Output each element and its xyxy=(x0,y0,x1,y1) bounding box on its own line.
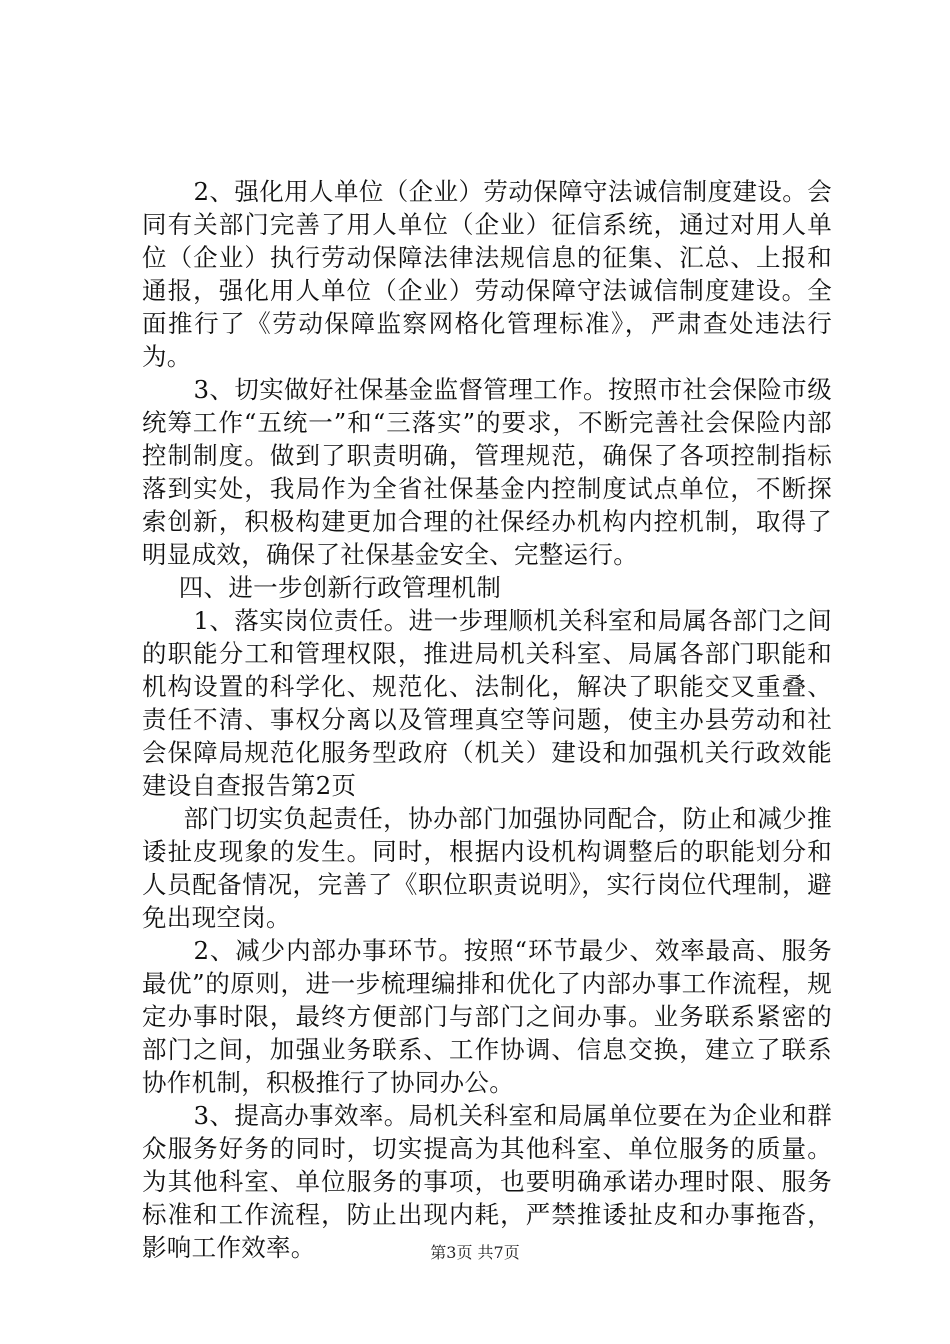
section-heading: 四、进一步创新行政管理机制 xyxy=(178,573,502,602)
paragraph-legal-credit: 2、强化用人单位（企业）劳动保障守法诚信制度建设。会同有关部门完善了用人单位（企业）征信系统，通过对用人单位（企业）执行劳动保障法律法规信息的征集、汇总、上报和通报，强化用人单位（企业）劳动保障守法诚信制度建设。全面推行了《劳动保障监察网格化管理标准》，严肃查处违法行为。 xyxy=(142,177,832,371)
document-body xyxy=(142,175,832,1264)
paragraph-post-responsibility: 1、落实岗位责任。进一步理顺机关科室和局属各部门之间的职能分工和管理权限，推进局机关科室、局属各部门职能和机构设置的科学化、规范化、法制化，解决了职能交叉重叠、责任不清、事权分离以及管理真空等问题，使主办县劳动和社会保障局规范化服务型政府（机关）建设和加强机关行政效能建设自查报告第2页 xyxy=(142,606,832,800)
page-footer: 第3页 共7页 xyxy=(430,1243,520,1262)
paragraph-fund-supervision: 3、切实做好社保基金监督管理工作。按照市社会保险市级统筹工作“五统一”和“三落实”的要求，不断完善社会保险内部控制制度。做到了职责明确，管理规范，确保了各项控制指标落到实处，我局作为全省社保基金内控制度试点单位，不断探索创新，积极构建更加合理的社保经办机构内控机制，取得了明显成效，确保了社保基金安全、完整运行。 xyxy=(142,375,832,569)
paragraph-internal-process: 2、减少内部办事环节。按照“环节最少、效率最高、服务最优”的原则，进一步梳理编排和优化了内部办事工作流程，规定办事时限，最终方便部门与部门之间办事。业务联系紧密的部门之间，加强业务联系、工作协调、信息交换，建立了联系协作机制，积极推行了协同办公。 xyxy=(142,936,832,1097)
paragraph-efficiency: 3、提高办事效率。局机关科室和局属单位要在为企业和群众服务好务的同时，切实提高为其他科室、单位服务的质量。为其他科室、单位服务的事项，也要明确承诺办理时限、服务标准和工作流程，防止出现内耗，严禁推诿扯皮和办事拖沓，影响工作效率。 xyxy=(142,1101,832,1262)
paragraph-continuation: 部门切实负起责任，协办部门加强协同配合，防止和减少推诿扯皮现象的发生。同时，根据内设机构调整后的职能划分和人员配备情况，完善了《职位职责说明》，实行岗位代理制，避免出现空岗。 xyxy=(142,804,832,932)
